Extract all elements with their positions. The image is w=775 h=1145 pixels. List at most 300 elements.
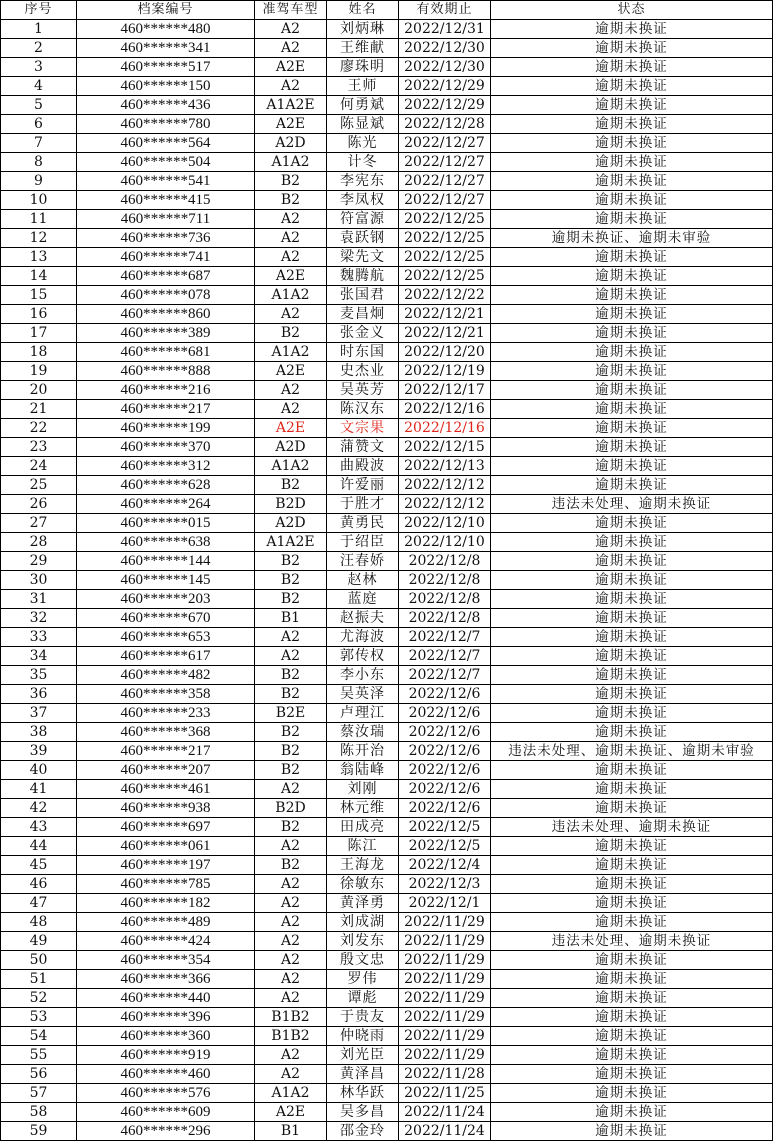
cell-date: 2022/12/5 — [399, 818, 491, 837]
table-row — [1, 39, 773, 58]
table-row — [1, 1065, 773, 1084]
cell-type: B2 — [255, 571, 327, 590]
cell-archive: 460******216 — [77, 381, 255, 400]
cell-status: 逾期未换证 — [491, 172, 773, 191]
cell-archive: 460******628 — [77, 476, 255, 495]
cell-type: B2D — [255, 495, 327, 514]
cell-no: 48 — [1, 913, 77, 932]
cell-type: A1A2 — [255, 1084, 327, 1103]
cell-date: 2022/11/29 — [399, 1008, 491, 1027]
cell-archive: 460******207 — [77, 761, 255, 780]
header-date: 有效期止 — [399, 1, 491, 20]
cell-archive: 460******670 — [77, 609, 255, 628]
cell-date: 2022/12/5 — [399, 837, 491, 856]
cell-no: 2 — [1, 39, 77, 58]
cell-type: B2 — [255, 666, 327, 685]
cell-type: B2 — [255, 818, 327, 837]
cell-type: A2 — [255, 39, 327, 58]
cell-archive: 460******440 — [77, 989, 255, 1008]
cell-archive: 460******061 — [77, 837, 255, 856]
cell-archive: 460******576 — [77, 1084, 255, 1103]
table-row — [1, 438, 773, 457]
table-row — [1, 609, 773, 628]
cell-type: B2 — [255, 476, 327, 495]
cell-date: 2022/12/3 — [399, 875, 491, 894]
cell-name: 陈汉东 — [327, 400, 399, 419]
cell-type: A2 — [255, 77, 327, 96]
cell-date: 2022/12/19 — [399, 362, 491, 381]
cell-archive: 460******741 — [77, 248, 255, 267]
cell-status: 逾期未换证 — [491, 780, 773, 799]
cell-no: 6 — [1, 115, 77, 134]
table-row — [1, 419, 773, 438]
cell-name: 刘发东 — [327, 932, 399, 951]
cell-status: 逾期未换证 — [491, 1122, 773, 1141]
cell-archive: 460******264 — [77, 495, 255, 514]
cell-name: 何勇斌 — [327, 96, 399, 115]
cell-name: 魏腾航 — [327, 267, 399, 286]
cell-name: 张国君 — [327, 286, 399, 305]
table-row — [1, 229, 773, 248]
cell-status: 逾期未换证 — [491, 20, 773, 39]
cell-no: 25 — [1, 476, 77, 495]
cell-date: 2022/11/29 — [399, 951, 491, 970]
cell-name: 王维献 — [327, 39, 399, 58]
cell-archive: 460******780 — [77, 115, 255, 134]
table-row — [1, 723, 773, 742]
cell-name: 陈开治 — [327, 742, 399, 761]
cell-no: 52 — [1, 989, 77, 1008]
cell-date: 2022/11/25 — [399, 1084, 491, 1103]
cell-type: B2 — [255, 324, 327, 343]
cell-type: A2 — [255, 932, 327, 951]
table-row — [1, 362, 773, 381]
cell-status: 逾期未换证 — [491, 77, 773, 96]
cell-status: 逾期未换证 — [491, 723, 773, 742]
cell-no: 46 — [1, 875, 77, 894]
cell-date: 2022/11/29 — [399, 1027, 491, 1046]
cell-date: 2022/12/31 — [399, 20, 491, 39]
table-row — [1, 685, 773, 704]
cell-status: 逾期未换证 — [491, 457, 773, 476]
cell-no: 12 — [1, 229, 77, 248]
cell-date: 2022/12/25 — [399, 248, 491, 267]
cell-archive: 460******938 — [77, 799, 255, 818]
cell-no: 50 — [1, 951, 77, 970]
cell-archive: 460******482 — [77, 666, 255, 685]
cell-type: A2 — [255, 951, 327, 970]
cell-status: 逾期未换证 — [491, 628, 773, 647]
cell-type: B2 — [255, 723, 327, 742]
table-row — [1, 400, 773, 419]
cell-type: A1A2E — [255, 533, 327, 552]
cell-no: 49 — [1, 932, 77, 951]
cell-no: 20 — [1, 381, 77, 400]
cell-type: A2 — [255, 400, 327, 419]
table-row — [1, 989, 773, 1008]
cell-status: 逾期未换证 — [491, 856, 773, 875]
cell-name: 李宪东 — [327, 172, 399, 191]
cell-no: 38 — [1, 723, 77, 742]
header-row — [1, 1, 773, 20]
table-row — [1, 381, 773, 400]
cell-name: 殷文忠 — [327, 951, 399, 970]
table-row — [1, 704, 773, 723]
table-row — [1, 77, 773, 96]
cell-type: A2 — [255, 1046, 327, 1065]
cell-archive: 460******517 — [77, 58, 255, 77]
cell-archive: 460******697 — [77, 818, 255, 837]
table-row — [1, 780, 773, 799]
cell-name: 王师 — [327, 77, 399, 96]
table-body — [1, 20, 773, 1141]
cell-type: B2 — [255, 191, 327, 210]
cell-date: 2022/12/17 — [399, 381, 491, 400]
cell-type: A2 — [255, 780, 327, 799]
cell-no: 4 — [1, 77, 77, 96]
cell-no: 37 — [1, 704, 77, 723]
cell-status: 逾期未换证 — [491, 248, 773, 267]
cell-status: 逾期未换证 — [491, 419, 773, 438]
cell-no: 27 — [1, 514, 77, 533]
cell-name: 林华跃 — [327, 1084, 399, 1103]
cell-date: 2022/12/10 — [399, 514, 491, 533]
cell-no: 35 — [1, 666, 77, 685]
cell-no: 22 — [1, 419, 77, 438]
cell-no: 9 — [1, 172, 77, 191]
cell-no: 30 — [1, 571, 77, 590]
cell-date: 2022/12/10 — [399, 533, 491, 552]
cell-archive: 460******015 — [77, 514, 255, 533]
cell-archive: 460******480 — [77, 20, 255, 39]
table-row — [1, 1103, 773, 1122]
cell-name: 罗伟 — [327, 970, 399, 989]
cell-name: 仲晓雨 — [327, 1027, 399, 1046]
cell-archive: 460******541 — [77, 172, 255, 191]
cell-name: 邵金玲 — [327, 1122, 399, 1141]
cell-type: A2E — [255, 115, 327, 134]
cell-name: 陈光 — [327, 134, 399, 153]
table-row — [1, 457, 773, 476]
cell-date: 2022/12/27 — [399, 172, 491, 191]
table-row — [1, 267, 773, 286]
table-row — [1, 837, 773, 856]
cell-no: 40 — [1, 761, 77, 780]
cell-archive: 460******389 — [77, 324, 255, 343]
cell-archive: 460******617 — [77, 647, 255, 666]
cell-status: 逾期未换证 — [491, 39, 773, 58]
cell-name: 赵林 — [327, 571, 399, 590]
cell-archive: 460******296 — [77, 1122, 255, 1141]
cell-no: 31 — [1, 590, 77, 609]
cell-name: 翁陆峰 — [327, 761, 399, 780]
cell-status: 逾期未换证 — [491, 571, 773, 590]
cell-date: 2022/12/16 — [399, 419, 491, 438]
cell-archive: 460******415 — [77, 191, 255, 210]
cell-no: 29 — [1, 552, 77, 571]
cell-name: 刘光臣 — [327, 1046, 399, 1065]
table-row — [1, 571, 773, 590]
cell-type: B1B2 — [255, 1027, 327, 1046]
cell-type: A2E — [255, 419, 327, 438]
cell-archive: 460******312 — [77, 457, 255, 476]
cell-archive: 460******341 — [77, 39, 255, 58]
table-row — [1, 970, 773, 989]
cell-type: A2 — [255, 210, 327, 229]
cell-status: 逾期未换证 — [491, 324, 773, 343]
cell-name: 黄勇民 — [327, 514, 399, 533]
cell-no: 8 — [1, 153, 77, 172]
cell-status: 逾期未换证 — [491, 96, 773, 115]
cell-date: 2022/12/6 — [399, 685, 491, 704]
cell-name: 吴英泽 — [327, 685, 399, 704]
cell-no: 54 — [1, 1027, 77, 1046]
table-row — [1, 628, 773, 647]
cell-type: A2 — [255, 248, 327, 267]
cell-no: 3 — [1, 58, 77, 77]
cell-type: A2E — [255, 267, 327, 286]
cell-name: 李小东 — [327, 666, 399, 685]
table-row — [1, 172, 773, 191]
table-row — [1, 248, 773, 267]
table-row — [1, 286, 773, 305]
table-row — [1, 913, 773, 932]
cell-type: A2 — [255, 647, 327, 666]
cell-status: 逾期未换证 — [491, 1008, 773, 1027]
cell-type: A1A2 — [255, 286, 327, 305]
cell-name: 廖珠明 — [327, 58, 399, 77]
cell-date: 2022/12/7 — [399, 666, 491, 685]
cell-archive: 460******888 — [77, 362, 255, 381]
cell-archive: 460******217 — [77, 400, 255, 419]
cell-date: 2022/12/8 — [399, 590, 491, 609]
table-row — [1, 799, 773, 818]
cell-no: 15 — [1, 286, 77, 305]
cell-type: B2 — [255, 685, 327, 704]
cell-no: 21 — [1, 400, 77, 419]
cell-type: A2 — [255, 913, 327, 932]
cell-date: 2022/12/7 — [399, 628, 491, 647]
cell-status: 逾期未换证 — [491, 799, 773, 818]
cell-status: 逾期未换证 — [491, 438, 773, 457]
cell-archive: 460******396 — [77, 1008, 255, 1027]
cell-archive: 460******424 — [77, 932, 255, 951]
cell-status: 逾期未换证 — [491, 153, 773, 172]
cell-name: 吴多昌 — [327, 1103, 399, 1122]
cell-name: 张金义 — [327, 324, 399, 343]
cell-archive: 460******197 — [77, 856, 255, 875]
cell-name: 许爱丽 — [327, 476, 399, 495]
cell-archive: 460******370 — [77, 438, 255, 457]
cell-archive: 460******785 — [77, 875, 255, 894]
cell-archive: 460******564 — [77, 134, 255, 153]
cell-type: B1 — [255, 1122, 327, 1141]
cell-date: 2022/12/8 — [399, 609, 491, 628]
cell-status: 逾期未换证 — [491, 837, 773, 856]
cell-status: 逾期未换证 — [491, 400, 773, 419]
cell-no: 39 — [1, 742, 77, 761]
cell-status: 逾期未换证 — [491, 476, 773, 495]
cell-date: 2022/12/8 — [399, 571, 491, 590]
cell-no: 58 — [1, 1103, 77, 1122]
cell-type: A2E — [255, 58, 327, 77]
cell-type: A1A2 — [255, 153, 327, 172]
cell-date: 2022/12/27 — [399, 191, 491, 210]
cell-type: A1A2E — [255, 96, 327, 115]
cell-date: 2022/12/6 — [399, 742, 491, 761]
cell-date: 2022/12/15 — [399, 438, 491, 457]
cell-status: 逾期未换证 — [491, 533, 773, 552]
cell-status: 违法未处理、逾期未换证 — [491, 932, 773, 951]
cell-archive: 460******681 — [77, 343, 255, 362]
table-row — [1, 761, 773, 780]
cell-date: 2022/11/29 — [399, 1046, 491, 1065]
cell-name: 曲殿波 — [327, 457, 399, 476]
table-row — [1, 20, 773, 39]
cell-name: 田成亮 — [327, 818, 399, 837]
cell-status: 逾期未换证 — [491, 191, 773, 210]
cell-name: 赵振夫 — [327, 609, 399, 628]
cell-no: 47 — [1, 894, 77, 913]
cell-archive: 460******368 — [77, 723, 255, 742]
header-name: 姓名 — [327, 1, 399, 20]
cell-archive: 460******919 — [77, 1046, 255, 1065]
cell-status: 逾期未换证 — [491, 552, 773, 571]
cell-archive: 460******436 — [77, 96, 255, 115]
table-row — [1, 191, 773, 210]
cell-date: 2022/12/22 — [399, 286, 491, 305]
cell-no: 5 — [1, 96, 77, 115]
cell-no: 56 — [1, 1065, 77, 1084]
cell-no: 41 — [1, 780, 77, 799]
cell-type: B2 — [255, 172, 327, 191]
cell-no: 7 — [1, 134, 77, 153]
table-row — [1, 343, 773, 362]
table-row — [1, 96, 773, 115]
cell-no: 45 — [1, 856, 77, 875]
cell-name: 计冬 — [327, 153, 399, 172]
cell-name: 蔡汝瑞 — [327, 723, 399, 742]
cell-no: 24 — [1, 457, 77, 476]
table-row — [1, 1046, 773, 1065]
cell-date: 2022/11/28 — [399, 1065, 491, 1084]
cell-name: 郭传权 — [327, 647, 399, 666]
cell-status: 逾期未换证 — [491, 1027, 773, 1046]
cell-archive: 460******504 — [77, 153, 255, 172]
cell-archive: 460******687 — [77, 267, 255, 286]
cell-name: 麦昌炯 — [327, 305, 399, 324]
table-row — [1, 514, 773, 533]
cell-no: 14 — [1, 267, 77, 286]
cell-type: A2 — [255, 837, 327, 856]
table-row — [1, 495, 773, 514]
cell-type: A2D — [255, 134, 327, 153]
cell-archive: 460******366 — [77, 970, 255, 989]
cell-archive: 460******203 — [77, 590, 255, 609]
cell-date: 2022/12/16 — [399, 400, 491, 419]
cell-type: A1A2 — [255, 343, 327, 362]
cell-no: 32 — [1, 609, 77, 628]
cell-name: 文宗果 — [327, 419, 399, 438]
cell-date: 2022/11/24 — [399, 1103, 491, 1122]
cell-status: 逾期未换证 — [491, 134, 773, 153]
cell-date: 2022/12/25 — [399, 229, 491, 248]
cell-no: 53 — [1, 1008, 77, 1027]
cell-name: 陈显斌 — [327, 115, 399, 134]
cell-no: 59 — [1, 1122, 77, 1141]
cell-archive: 460******360 — [77, 1027, 255, 1046]
cell-name: 梁先文 — [327, 248, 399, 267]
cell-archive: 460******233 — [77, 704, 255, 723]
cell-archive: 460******078 — [77, 286, 255, 305]
table-row — [1, 856, 773, 875]
cell-archive: 460******182 — [77, 894, 255, 913]
cell-archive: 460******150 — [77, 77, 255, 96]
cell-type: A2 — [255, 894, 327, 913]
cell-no: 51 — [1, 970, 77, 989]
table-row — [1, 590, 773, 609]
table-row — [1, 875, 773, 894]
cell-status: 逾期未换证 — [491, 913, 773, 932]
table-row — [1, 305, 773, 324]
cell-name: 刘刚 — [327, 780, 399, 799]
cell-no: 17 — [1, 324, 77, 343]
header-type: 准驾车型 — [255, 1, 327, 20]
cell-name: 于贵友 — [327, 1008, 399, 1027]
cell-status: 逾期未换证 — [491, 970, 773, 989]
table-row — [1, 324, 773, 343]
cell-date: 2022/12/6 — [399, 799, 491, 818]
cell-name: 蒲赞文 — [327, 438, 399, 457]
table-row — [1, 115, 773, 134]
table-row — [1, 533, 773, 552]
cell-date: 2022/12/8 — [399, 552, 491, 571]
cell-status: 违法未处理、逾期未换证 — [491, 818, 773, 837]
table-row — [1, 134, 773, 153]
cell-status: 逾期未换证 — [491, 514, 773, 533]
cell-status: 逾期未换证 — [491, 666, 773, 685]
table-row — [1, 666, 773, 685]
cell-no: 10 — [1, 191, 77, 210]
cell-name: 符富源 — [327, 210, 399, 229]
cell-archive: 460******860 — [77, 305, 255, 324]
table-row — [1, 476, 773, 495]
cell-no: 23 — [1, 438, 77, 457]
cell-type: B2 — [255, 856, 327, 875]
table-row — [1, 1084, 773, 1103]
cell-date: 2022/12/21 — [399, 324, 491, 343]
cell-date: 2022/12/6 — [399, 780, 491, 799]
header-status: 状态 — [491, 1, 773, 20]
cell-date: 2022/12/25 — [399, 267, 491, 286]
cell-name: 蓝庭 — [327, 590, 399, 609]
cell-type: B1 — [255, 609, 327, 628]
cell-date: 2022/11/24 — [399, 1122, 491, 1141]
cell-name: 陈江 — [327, 837, 399, 856]
table-row — [1, 647, 773, 666]
cell-type: A2E — [255, 1103, 327, 1122]
cell-type: A2D — [255, 514, 327, 533]
cell-name: 时东国 — [327, 343, 399, 362]
cell-type: A2 — [255, 628, 327, 647]
cell-no: 26 — [1, 495, 77, 514]
cell-type: B2 — [255, 590, 327, 609]
cell-name: 吴英芳 — [327, 381, 399, 400]
cell-date: 2022/11/29 — [399, 989, 491, 1008]
cell-no: 18 — [1, 343, 77, 362]
cell-type: A2D — [255, 438, 327, 457]
cell-no: 1 — [1, 20, 77, 39]
